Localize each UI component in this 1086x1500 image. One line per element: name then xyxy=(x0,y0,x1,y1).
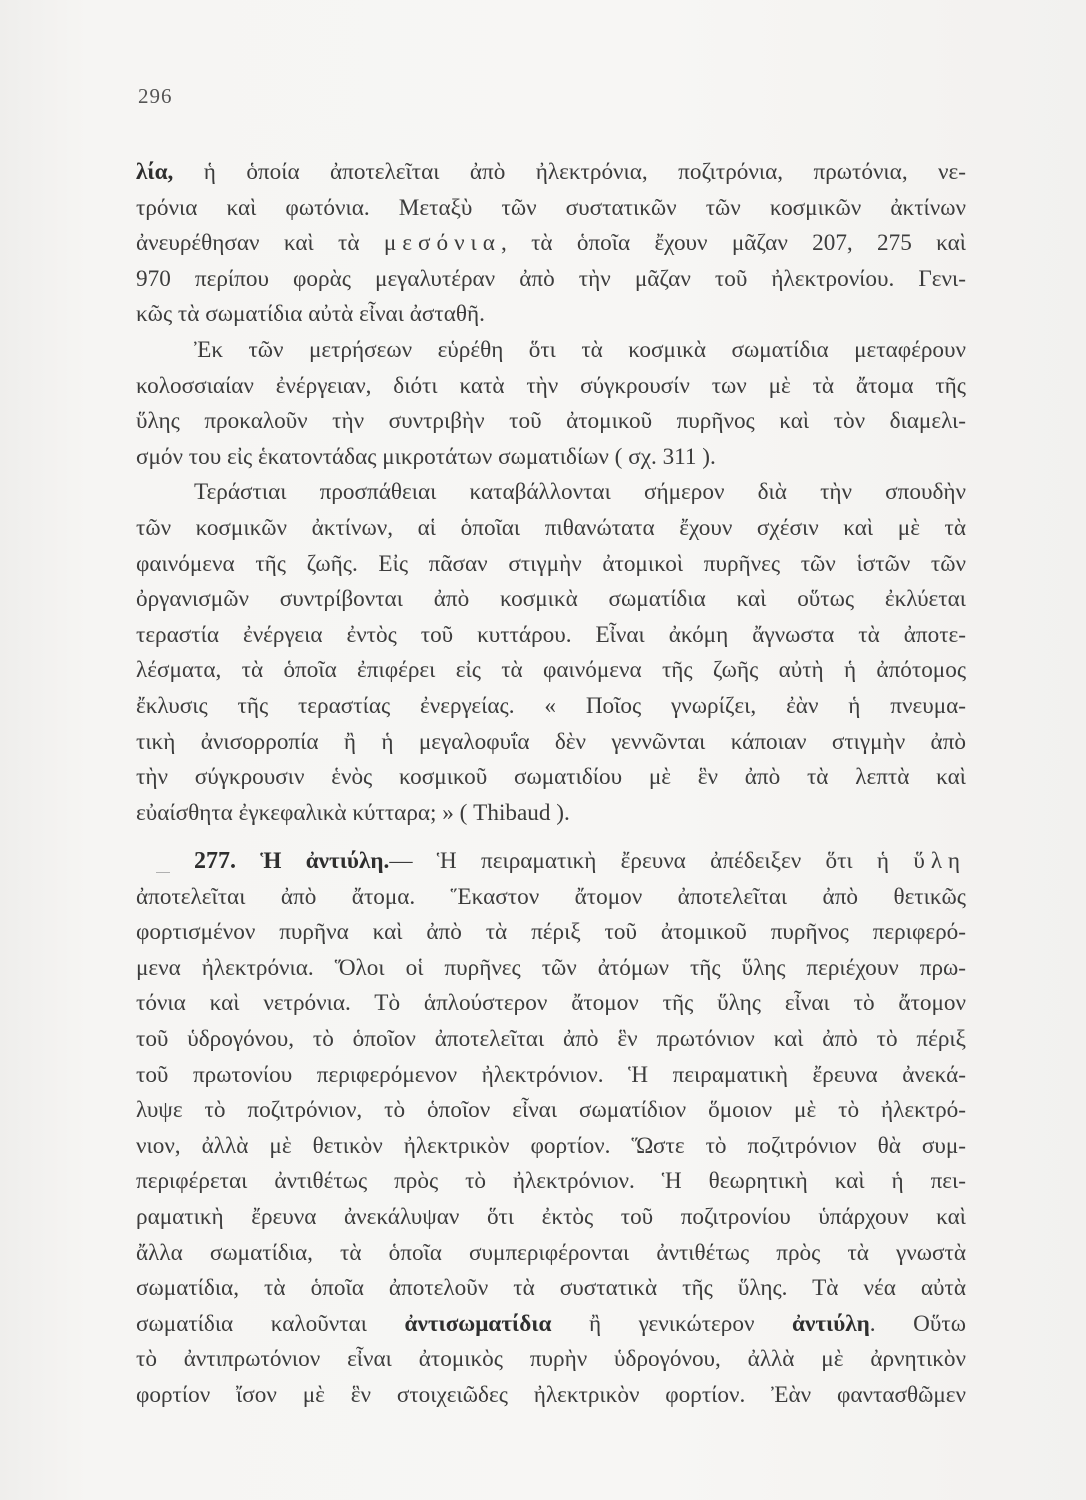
text-line: τικὴ ἀνισορροπία ἢ ἡ μεγαλοφυΐα δὲν γεννῶνται κάποιαν στιγμὴν ἀπὸ xyxy=(136,728,966,755)
text-line xyxy=(136,226,966,262)
text-line: Τεράστιαι προσπάθειαι καταβάλλονται σήμερον διὰ τὴν σπουδὴν xyxy=(194,479,966,506)
text-line: λέσματα, τὰ ὁποῖα ἐπιφέρει εἰς τὰ φαινόμενα τῆς ζωῆς αὐτὴ ἡ ἀπότομος xyxy=(136,657,966,684)
line-text: . Οὕτω xyxy=(869,1310,966,1337)
text-line: ἀποτελεῖται ἀπὸ ἄτομα. Ἕκαστον ἄτομον ἀποτελεῖται ἀπὸ θετικῶς xyxy=(136,883,966,910)
spaced-word: ὕλη xyxy=(913,848,966,874)
text-line: τὸ ἀντιπρωτόνιον εἶναι ἀτομικὸς πυρὴν ὑδρογόνου, ἀλλὰ μὲ ἀρνητικὸν xyxy=(136,1346,966,1373)
section-title: Ἡ ἀντιύλη. xyxy=(260,848,390,874)
text-block-top xyxy=(136,155,966,831)
text-line: λυψε τὸ ποζιτρόνιον, τὸ ὁποῖον εἶναι σωματίδιον ὅμοιον μὲ τὸ ἠλεκτρό- xyxy=(136,1097,966,1124)
spaced-word: μεσόνια xyxy=(383,230,501,257)
line-text: ἢ γενικώτερον xyxy=(551,1310,793,1337)
line-text: ἡ ὁποία ἀποτελεῖται ἀπὸ ἠλεκτρόνια, ποζιτρόνια, πρωτόνια, νε- xyxy=(173,159,966,185)
bold-word: λία, xyxy=(136,159,174,185)
section-277 xyxy=(136,844,966,1414)
line-text: , τὰ ὁποῖα ἔχουν μᾶζαν 207, 275 καὶ xyxy=(500,230,966,257)
heading-dash: — xyxy=(389,848,437,874)
section-number: 277. xyxy=(194,848,236,874)
text-line: ὕλης προκαλοῦν τὴν συντριβὴν τοῦ ἀτομικοῦ πυρῆνος καὶ τὸν διαμελι- xyxy=(136,408,966,435)
text-line: ἄλλα σωματίδια, τὰ ὁποῖα συμπεριφέρονται ἀντιθέτως πρὸς τὰ γνωστὰ xyxy=(136,1239,966,1266)
page-number: 296 xyxy=(138,84,173,108)
text-line: 970 περίπου φορὰς μεγαλυτέραν ἀπὸ τὴν μᾶζαν τοῦ ἠλεκτρονίου. Γενι- xyxy=(136,265,966,292)
text-line: ραματικὴ ἔρευνα ἀνεκάλυψαν ὅτι ἐκτὸς τοῦ ποζιτρονίου ὑπάρχουν καὶ xyxy=(136,1203,966,1230)
line-text: Ἡ πειραματικὴ ἔρευνα ἀπέδειξεν ὅτι ἡ xyxy=(436,848,914,874)
text-line: τεραστία ἐνέργεια ἐντὸς τοῦ κυττάρου. Εἶναι ἀκόμη ἄγνωστα τὰ ἀποτε- xyxy=(136,621,966,648)
text-line: τοῦ ὑδρογόνου, τὸ ὁποῖον ἀποτελεῖται ἀπὸ ἓν πρωτόνιον καὶ ἀπὸ τὸ πέριξ xyxy=(136,1025,966,1052)
text-line: ὀργανισμῶν συντρίβονται ἀπὸ κοσμικὰ σωματίδια καὶ οὕτως ἐκλύεται xyxy=(136,586,966,613)
text-line: τῶν κοσμικῶν ἀκτίνων, αἱ ὁποῖαι πιθανώτατα ἔχουν σχέσιν καὶ μὲ τὰ xyxy=(136,514,966,541)
line-text: ἀνευρέθησαν καὶ τὰ xyxy=(136,230,384,257)
bold-term-antiparticles: ἀντισωματίδια xyxy=(404,1310,552,1337)
bold-term-antimatter: ἀντιύλη xyxy=(792,1310,870,1337)
text-line: φαινόμενα τῆς ζωῆς. Εἰς πᾶσαν στιγμὴν ἀτομικοὶ πυρῆνες τῶν ἱστῶν τῶν xyxy=(136,550,966,577)
text-line: τοῦ πρωτονίου περιφερόμενον ἠλεκτρόνιον. Ἡ πειραματικὴ ἔρευνα ἀνεκά- xyxy=(136,1061,966,1088)
text-line: τόνια καὶ νετρόνια. Τὸ ἁπλούστερον ἄτομον τῆς ὕλης εἶναι τὸ ἄτομον xyxy=(136,990,966,1017)
text-line: τὴν σύγκρουσιν ἑνὸς κοσμικοῦ σωματιδίου μὲ ἓν ἀπὸ τὰ λεπτὰ καὶ xyxy=(136,764,966,791)
text-line: σμόν του εἰς ἑκατοντάδας μικροτάτων σωματιδίων ( σχ. 311 ). xyxy=(136,443,716,470)
text-line: τρόνια καὶ φωτόνια. Μεταξὺ τῶν συστατικῶν τῶν κοσμικῶν ἀκτίνων xyxy=(136,194,966,221)
text-line: κολοσσιαίαν ἐνέργειαν, διότι κατὰ τὴν σύγκρουσίν των μὲ τὰ ἄτομα τῆς xyxy=(136,372,966,399)
text-line: φορτισμένον πυρῆνα καὶ ἀπὸ τὰ πέριξ τοῦ ἀτομικοῦ πυρῆνος περιφερό- xyxy=(136,919,966,946)
text-line: Ἐκ τῶν μετρήσεων εὑρέθη ὅτι τὰ κοσμικὰ σωματίδια μεταφέρουν xyxy=(194,336,966,363)
text-line: νιον, ἀλλὰ μὲ θετικὸν ἠλεκτρικὸν φορτίον. Ὥστε τὸ ποζιτρόνιον θὰ συμ- xyxy=(136,1132,966,1159)
text-line: μενα ἠλεκτρόνια. Ὅλοι οἱ πυρῆνες τῶν ἀτόμων τῆς ὕλης περιέχουν πρω- xyxy=(136,954,966,981)
text-line: περιφέρεται ἀντιθέτως πρὸς τὸ ἠλεκτρόνιον. Ἡ θεωρητικὴ καὶ ἡ πει- xyxy=(136,1168,966,1195)
text-line: εὐαίσθητα ἐγκεφαλικὰ κύτταρα; » ( Thibaud ). xyxy=(136,799,570,826)
text-line xyxy=(136,155,966,191)
line-text: σωματίδια καλοῦνται xyxy=(136,1310,405,1337)
text-line: σωματίδια, τὰ ὁποῖα ἀποτελοῦν τὰ συστατικὰ τῆς ὕλης. Τὰ νέα αὐτὰ xyxy=(136,1275,966,1302)
text-line xyxy=(136,1307,966,1343)
text-line: κῶς τὰ σωματίδια αὐτὰ εἶναι ἀσταθῆ. xyxy=(136,301,485,328)
text-line: φορτίον ἴσον μὲ ἓν στοιχειῶδες ἠλεκτρικὸν φορτίον. Ἐὰν φαντασθῶμεν xyxy=(136,1381,966,1408)
text-line: ἔκλυσις τῆς τεραστίας ἐνεργείας. « Ποῖος γνωρίζει, ἐὰν ἡ πνευμα- xyxy=(136,692,966,719)
section-heading-line xyxy=(136,844,966,880)
